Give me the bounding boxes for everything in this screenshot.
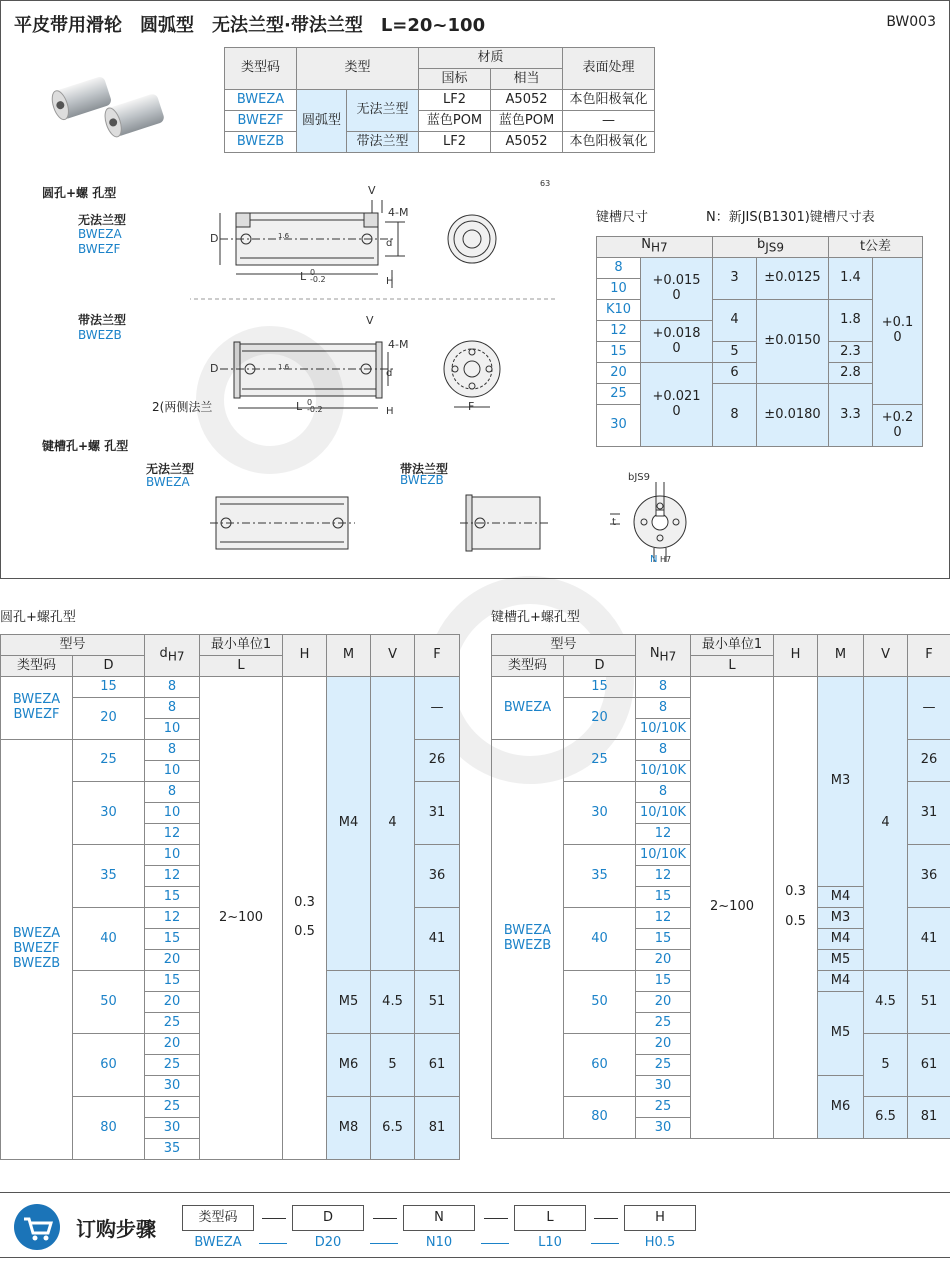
keyway-section-drawing [600, 470, 700, 570]
order-label-N: N [403, 1205, 475, 1231]
svg-text:N: N [650, 554, 658, 565]
key-table-title: 键槽孔+螺孔型 [491, 610, 580, 625]
svg-text:V: V [366, 314, 374, 327]
label-flange: 带法兰型 [78, 313, 127, 327]
keyway-title: 键槽尺寸 [596, 210, 649, 225]
drawing-round-title: 圆孔+螺 孔型 [42, 186, 117, 200]
svg-text:D: D [210, 232, 219, 245]
order-value-D: D20 [314, 1235, 342, 1250]
spec-code: BWEZF [225, 111, 297, 132]
label-bweza-2: BWEZA [146, 475, 190, 489]
svg-text:bJS9: bJS9 [628, 472, 651, 483]
order-value-L: L10 [538, 1235, 562, 1250]
svg-text:D: D [210, 362, 219, 375]
svg-text:d: d [386, 238, 393, 249]
key-table: 型号 $N_{H7}$ 最小单位1 H M V F 类型码 D L BWEZA 15 8 2~100 0.3 0.5 M3 4 — 20 8 10/10K BWEZA BWEZB 25 8 26 10/10K 30 8 31 10/10K 12 35 10/10K 36 12 15 M4 40 12 M3 41 15 M4 20 M5 50 15 M4 4.5 51 20 M5 25 60 20 5 61 25 30 M6 80 25 6.5 81 30 [491, 634, 950, 1139]
spec-code: BWEZA [225, 90, 297, 111]
round-table: 型号 $d_{H7}$ 最小单位1 H M V F 类型码 D L BWEZA BWEZF 15 8 2~100 0.3 0.5 M4 4 — 20 8 10 BWEZA BWEZF BWEZB 25 8 26 10 30 8 31 10 12 35 10 36 12 15 40 12 41 15 20 50 15 M5 4.5 51 20 25 60 20 M6 5 61 25 30 80 25 M8 6.5 81 30 35 [0, 634, 460, 1160]
label-bwezb-2: BWEZB [400, 473, 444, 487]
cart-icon [14, 1204, 60, 1250]
label-bwezf: BWEZF [78, 242, 121, 256]
order-label-code: 类型码 [182, 1205, 254, 1231]
order-label-H: H [624, 1205, 696, 1231]
order-dash [373, 1218, 397, 1219]
order-dash-blue [481, 1243, 509, 1244]
svg-text:H: H [386, 276, 394, 287]
label-bwezb: BWEZB [78, 328, 122, 342]
order-title: 订购步骤 [76, 1217, 156, 1241]
spec-code: BWEZB [225, 132, 297, 153]
svg-text:H: H [386, 406, 394, 417]
technical-drawing [190, 178, 570, 598]
keyway-table: $N_{H7}$ $b_{JS9}$ t公差 8 +0.015 0 3 ±0.0125 1.4 +0.1 0 10 K10 4 ±0.0150 1.8 12 +0.018 0 15 5 2.3 20 +0.021 0 6 2.8 25 8 ±0.0180 3.3 30 +0.2 0 [596, 236, 923, 447]
product-photo [46, 70, 176, 140]
label-no-flange-2: 无法兰型 [146, 462, 195, 476]
label-flange-2: 带法兰型 [400, 462, 449, 476]
svg-text:1.6: 1.6 [278, 363, 290, 371]
svg-text:L: L [300, 270, 307, 283]
label-two-flange: 2(两侧法兰 [152, 400, 213, 414]
spec-table: 类型码 类型 材质 表面处理 国标 相当 BWEZA 圆弧型 无法兰型 LF2 A5052 本色阳极氧化 BWEZF 蓝色POM 蓝色POM — BWEZB 带法兰型 LF2 A5052 本色阳极氧化 [224, 47, 655, 153]
svg-text:4-M: 4-M [388, 338, 409, 351]
keyway-note: N：新JIS(B1301)键槽尺寸表 [706, 210, 875, 225]
order-value-H: H0.5 [644, 1235, 676, 1250]
order-label-D: D [292, 1205, 364, 1231]
svg-text:F: F [468, 400, 475, 413]
order-dash [594, 1218, 618, 1219]
order-dash-blue [370, 1243, 398, 1244]
order-dash [262, 1218, 286, 1219]
svg-text:L: L [296, 400, 303, 413]
svg-text:-0.2: -0.2 [310, 275, 326, 284]
label-no-flange: 无法兰型 [78, 213, 127, 227]
svg-text:-0.2: -0.2 [307, 405, 323, 414]
svg-text:4-M: 4-M [388, 206, 409, 219]
svg-text:H7: H7 [660, 555, 672, 564]
page-title: 平皮带用滑轮 圆弧型 无法兰型·带法兰型 L=20~100 [14, 15, 486, 36]
svg-text:d: d [386, 368, 393, 379]
order-dash-blue [259, 1243, 287, 1244]
order-label-L: L [514, 1205, 586, 1231]
order-value-N: N10 [425, 1235, 453, 1250]
svg-text:t: t [612, 517, 616, 528]
drawing-keyway-title: 键槽孔+螺 孔型 [42, 439, 129, 453]
svg-text:63: 63 [540, 179, 551, 188]
label-bweza: BWEZA [78, 227, 122, 241]
order-value-code: BWEZA [194, 1235, 242, 1250]
svg-text:1.6: 1.6 [278, 232, 290, 240]
svg-text:0: 0 [307, 398, 313, 407]
svg-text:0: 0 [310, 268, 316, 277]
round-table-title: 圆孔+螺孔型 [0, 610, 76, 625]
svg-text:V: V [368, 184, 376, 197]
page-code: BW003 [886, 14, 936, 30]
order-dash-blue [591, 1243, 619, 1244]
order-dash [484, 1218, 508, 1219]
